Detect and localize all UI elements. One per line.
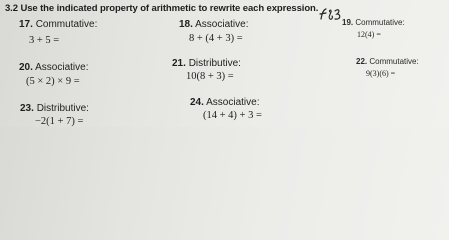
handwritten-mark — [318, 6, 344, 22]
problem-17-property: Commutative: — [35, 19, 98, 30]
problem-23-label — [20, 104, 89, 114]
problem-22-number: 22. — [356, 57, 368, 66]
problem-21-number: 21. — [172, 58, 186, 69]
problem-21-label — [172, 59, 241, 69]
problem-20-expression: (5 × 2) × 9 = — [26, 76, 80, 87]
problem-23-number: 23. — [20, 103, 34, 114]
problem-18-label — [179, 20, 249, 30]
problem-19-label — [342, 19, 405, 27]
problem-24-expression: (14 + 4) + 3 = — [203, 110, 262, 121]
problem-19-property: Commutative: — [355, 18, 405, 27]
problem-19-number: 19. — [342, 18, 354, 27]
problem-17-number: 17. — [19, 19, 33, 30]
problem-22-property: Commutative: — [369, 57, 419, 66]
problem-21-property: Distributive: — [188, 58, 241, 69]
problem-22-label — [356, 58, 419, 66]
problem-24-property: Associative: — [206, 97, 260, 108]
problem-20-number: 20. — [19, 62, 33, 73]
problem-24-label — [190, 98, 260, 108]
problem-17-expression: 3 + 5 = — [29, 35, 60, 46]
problem-18-number: 18. — [179, 19, 193, 30]
problem-20-label — [19, 63, 89, 73]
problem-20-property: Associative: — [35, 62, 89, 73]
problem-18-property: Associative: — [195, 19, 249, 30]
problem-19-expression: 12(4) = — [357, 30, 381, 39]
problem-22-expression: 9(3)(6) = — [366, 69, 396, 78]
problem-23-property: Distributive: — [36, 103, 89, 114]
worksheet-heading: 3.2 Use the indicated property of arithmetic to rewrite each expression. — [5, 3, 319, 14]
problem-18-expression: 8 + (4 + 3) = — [189, 33, 243, 44]
problem-17-label — [19, 20, 97, 30]
problem-23-expression: −2(1 + 7) = — [35, 116, 84, 127]
problem-24-number: 24. — [190, 97, 204, 108]
problem-21-expression: 10(8 + 3) = — [186, 71, 234, 82]
